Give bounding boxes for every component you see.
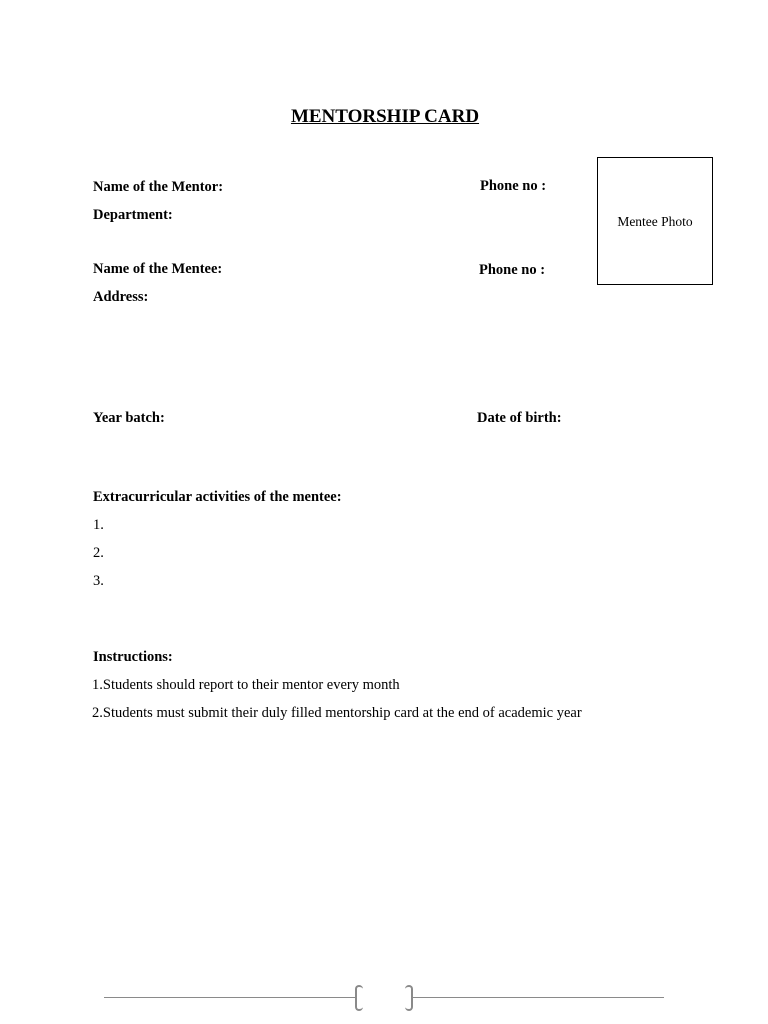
activity-item: 3.	[93, 573, 104, 589]
mentee-photo-label: Mentee Photo	[617, 214, 693, 229]
instruction-text: Students must submit their duly filled mentorship card at the end of academic year	[102, 705, 582, 721]
mentor-name-label: Name of the Mentor:	[93, 179, 224, 195]
footer-left-bracket-icon	[355, 985, 363, 1011]
activity-item: 1.	[93, 517, 104, 533]
mentor-phone-label: Phone no :	[480, 178, 547, 194]
mentee-photo-box	[597, 157, 713, 285]
mentee-phone-label: Phone no :	[479, 262, 546, 278]
address-label: Address:	[93, 289, 149, 305]
activities-heading: Extracurricular activities of the mentee:	[93, 489, 342, 505]
activity-item: 2.	[93, 545, 104, 561]
instruction-item	[92, 705, 582, 722]
department-label: Department:	[93, 207, 173, 223]
year-batch-label: Year batch:	[93, 410, 165, 426]
instruction-item	[92, 677, 400, 694]
date-of-birth-label: Date of birth:	[477, 410, 562, 426]
footer-rule-right	[413, 997, 664, 998]
instruction-number: 2.	[92, 705, 103, 721]
instructions-heading: Instructions:	[93, 649, 173, 665]
page-title: MENTORSHIP CARD	[290, 106, 480, 127]
footer-rule-left	[104, 997, 355, 998]
instruction-text: Students should report to their mentor every month	[102, 677, 400, 693]
mentee-name-label: Name of the Mentee:	[93, 261, 223, 277]
footer-right-bracket-icon	[405, 985, 413, 1011]
instruction-number: 1.	[92, 677, 103, 693]
